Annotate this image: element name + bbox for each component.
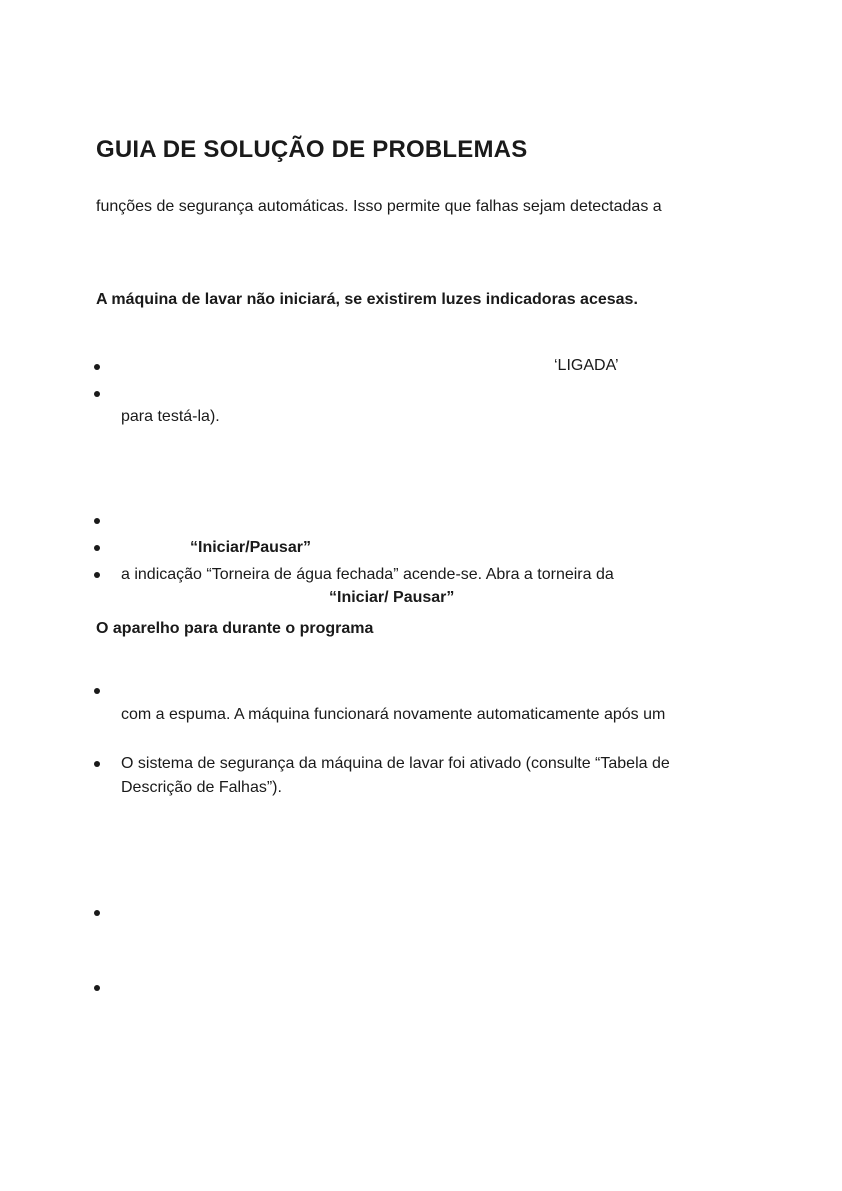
- bullet-marker: [94, 572, 100, 578]
- page-title: GUIA DE SOLUÇÃO DE PROBLEMAS: [96, 136, 528, 163]
- bullet-marker: [94, 545, 100, 551]
- ligada-label: ‘LIGADA’: [554, 357, 619, 374]
- section-heading-stops: O aparelho para durante o programa: [96, 620, 374, 637]
- bullet-marker: [94, 364, 100, 370]
- bullet-marker: [94, 985, 100, 991]
- water-tap-text: a indicação “Torneira de água fechada” acende-se. Abra a torneira da: [121, 566, 614, 583]
- fault-table-text: Descrição de Falhas”).: [121, 779, 282, 796]
- bullet-marker: [94, 688, 100, 694]
- start-pause-label: “Iniciar/Pausar”: [190, 539, 311, 556]
- bullet-marker: [94, 910, 100, 916]
- foam-text: com a espuma. A máquina funcionará novamente automaticamente após um: [121, 706, 666, 723]
- section-heading-no-start: A máquina de lavar não iniciará, se existirem luzes indicadoras acesas.: [96, 291, 638, 308]
- bullet-marker: [94, 518, 100, 524]
- intro-text: funções de segurança automáticas. Isso permite que falhas sejam detectadas a: [96, 198, 662, 215]
- bullet-marker: [94, 391, 100, 397]
- bullet-marker: [94, 761, 100, 767]
- safety-system-text: O sistema de segurança da máquina de lavar foi ativado (consulte “Tabela de: [121, 755, 670, 772]
- test-continuation-text: para testá-la).: [121, 408, 220, 425]
- start-pause-label-2: “Iniciar/ Pausar”: [329, 589, 455, 606]
